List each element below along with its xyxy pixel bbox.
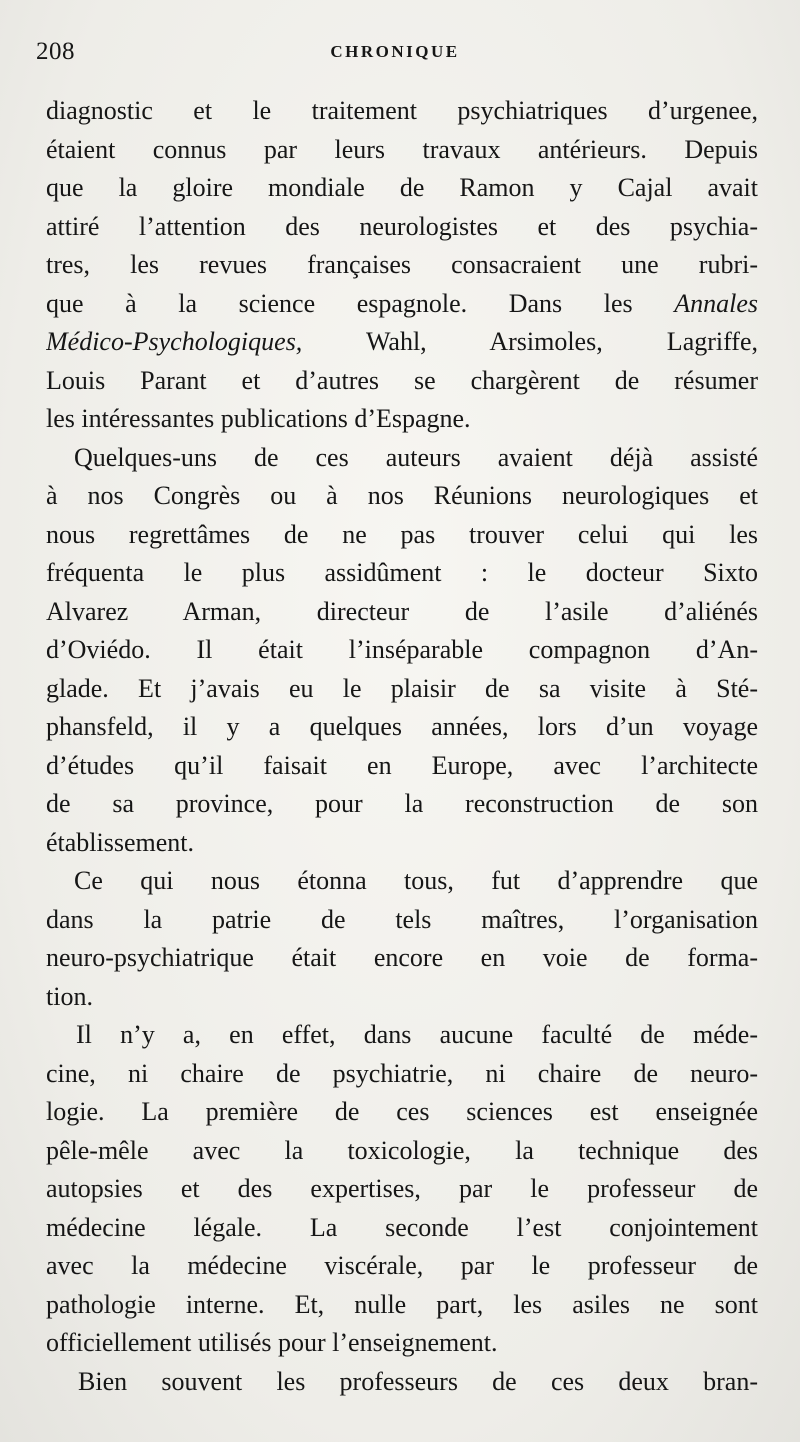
text-line: établissement. (46, 827, 195, 857)
text-line: fréquenta le plus assidûment : le docteur Sixto (46, 558, 758, 587)
text-line: neuro-psychiatrique était encore en voie de forma- (46, 943, 758, 972)
text-line: pêle-mêle avec la toxicologie, la technique des (46, 1135, 758, 1165)
text-line: Alvarez Arman, directeur de l’asile d’aliénés (46, 596, 758, 626)
text-line (46, 285, 758, 324)
journal-title: Annales (674, 288, 758, 318)
text-line: de sa province, pour la reconstruction de son (46, 789, 758, 818)
text-line: tion. (46, 981, 93, 1011)
paragraph (46, 862, 758, 1016)
text-segment: Wahl, Arsimoles, Lagriffe, (302, 327, 758, 356)
text-line: à nos Congrès ou à nos Réunions neurologiques et (46, 481, 758, 510)
text-line: pathologie interne. Et, nulle part, les asiles ne sont (46, 1289, 758, 1319)
text-segment: que à la science espagnole. Dans les (46, 288, 675, 318)
text-line: officiellement utilisés pour l’enseignement. (46, 1328, 498, 1357)
body-text (46, 92, 758, 1401)
text-line: que la gloire mondiale de Ramon y Cajal avait (46, 173, 758, 202)
paragraph (46, 1016, 758, 1363)
text-line: dans la patrie de tels maîtres, l’organisation (46, 904, 758, 934)
text-line: diagnostic et le traitement psychiatriques d’urgenee, (46, 96, 758, 125)
text-line: Louis Parant et d’autres se chargèrent de résumer (46, 365, 758, 395)
text-line: avec la médecine viscérale, par le professeur de (46, 1251, 758, 1280)
running-head (36, 38, 754, 72)
text-line: Il n’y a, en effet, dans aucune faculté de méde- (76, 1020, 758, 1049)
text-line: phansfeld, il y a quelques années, lors d’un voyage (46, 712, 758, 741)
page-number: 208 (36, 38, 75, 65)
text-line: Bien souvent les professeurs de ces deux bran- (78, 1366, 758, 1396)
text-line: tres, les revues françaises consacraient une rubri- (46, 250, 758, 279)
paragraph (46, 1363, 758, 1402)
text-line: autopsies et des expertises, par le professeur de (46, 1174, 758, 1203)
running-title: CHRONIQUE (330, 42, 460, 61)
text-line (46, 323, 758, 362)
text-line: cine, ni chaire de psychiatrie, ni chaire de neuro- (46, 1058, 758, 1088)
text-line: d’études qu’il faisait en Europe, avec l’architecte (46, 750, 758, 780)
journal-title: Médico-Psychologiques, (46, 327, 303, 356)
text-line: logie. La première de ces sciences est enseignée (46, 1097, 758, 1126)
text-line: médecine légale. La seconde l’est conjointement (46, 1212, 758, 1242)
text-line: les intéressantes publications d’Espagne. (46, 404, 471, 433)
text-line: Ce qui nous étonna tous, fut d’apprendre que (74, 866, 758, 895)
text-line: Quelques-uns de ces auteurs avaient déjà assisté (74, 442, 758, 472)
paragraph (46, 92, 758, 439)
text-line: nous regrettâmes de ne pas trouver celui qui les (46, 519, 758, 549)
text-line: attiré l’attention des neurologistes et des psychia- (46, 211, 758, 241)
text-line: d’Oviédo. Il était l’inséparable compagnon d’An- (46, 635, 758, 664)
text-line: étaient connus par leurs travaux antérieurs. Depuis (46, 134, 758, 164)
text-line: glade. Et j’avais eu le plaisir de sa visite à Sté- (46, 673, 758, 703)
paragraph (46, 439, 758, 863)
